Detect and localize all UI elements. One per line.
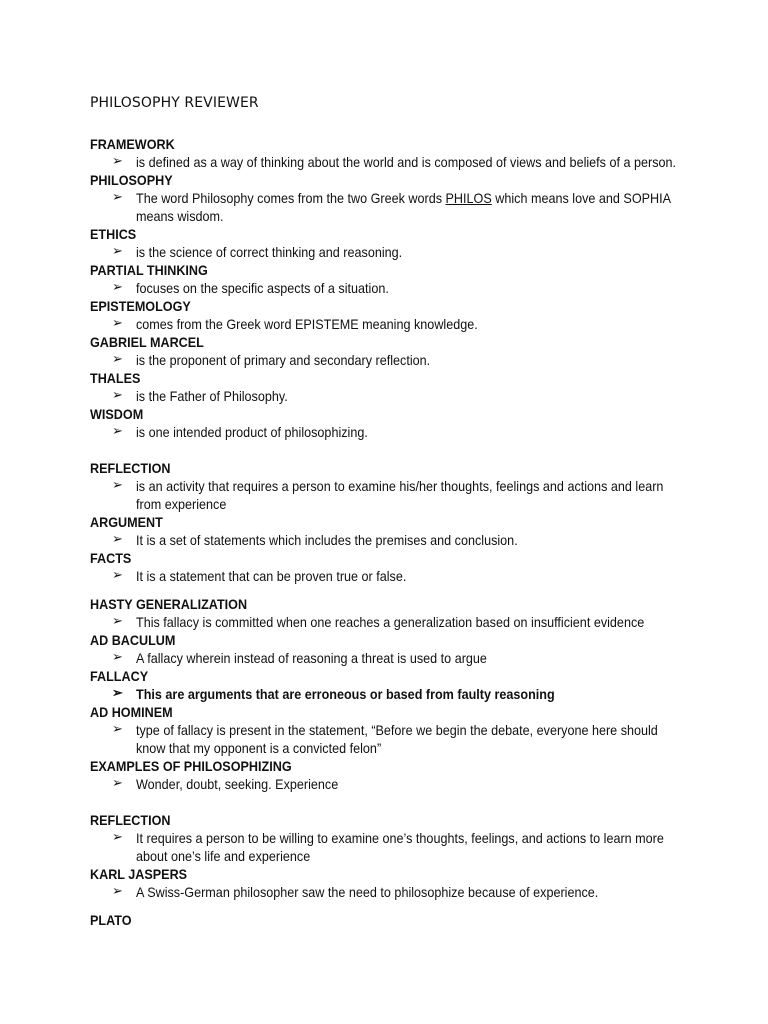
definition-philosophy-line2: means wisdom. (136, 208, 224, 224)
definition-karl-jaspers: A Swiss-German philosopher saw the need to philosophize because of experience. (136, 884, 599, 900)
definition-reflection: is an activity that requires a person to examine his/her thoughts, feelings and actions and learn (136, 478, 664, 494)
arrow-bullet-icon: ➢ (112, 721, 123, 736)
arrow-bullet-icon: ➢ (112, 649, 123, 664)
term-fallacy: FALLACY (90, 668, 149, 684)
term-reflection: REFLECTION (90, 460, 171, 476)
definition-ethics: is the science of correct thinking and reasoning. (136, 244, 403, 260)
definition-ad-baculum: A fallacy wherein instead of reasoning a threat is used to argue (136, 650, 487, 666)
arrow-bullet-icon: ➢ (112, 531, 123, 546)
arrow-bullet-icon: ➢ (112, 423, 123, 438)
term-wisdom: WISDOM (90, 406, 144, 422)
definition-reflection-2: It requires a person to be willing to examine one’s thoughts, feelings, and actions to learn more (136, 830, 664, 846)
arrow-bullet-icon: ➢ (112, 279, 123, 294)
definition-hasty-generalization: This fallacy is committed when one reaches a generalization based on insufficient evidence (136, 614, 645, 630)
definition-argument: It is a set of statements which includes the premises and conclusion. (136, 532, 518, 548)
term-facts: FACTS (90, 550, 132, 566)
arrow-bullet-icon: ➢ (112, 775, 123, 790)
underlined-word-philos: PHILOS (445, 190, 492, 206)
term-plato: PLATO (90, 912, 132, 928)
arrow-bullet-icon: ➢ (112, 567, 123, 582)
page-title: PHILOSOPHY REVIEWER (90, 95, 259, 111)
term-ad-hominem: AD HOMINEM (90, 704, 173, 720)
arrow-bullet-icon: ➢ (112, 477, 123, 492)
term-ethics: ETHICS (90, 226, 137, 242)
definition-framework: is defined as a way of thinking about the world and is composed of views and beliefs of a person. (136, 154, 677, 170)
arrow-bullet-icon: ➢ (112, 315, 123, 330)
term-partial-thinking: PARTIAL THINKING (90, 262, 208, 278)
definition-philosophy (136, 189, 672, 207)
definition-facts: It is a statement that can be proven true or false. (136, 568, 407, 584)
term-philosophy: PHILOSOPHY (90, 172, 173, 188)
term-epistemology: EPISTEMOLOGY (90, 298, 191, 314)
arrow-bullet-icon: ➢ (112, 189, 123, 204)
arrow-bullet-icon: ➢ (112, 883, 123, 898)
arrow-bullet-icon: ➢ (112, 387, 123, 402)
definition-examples-of-philosophizing: Wonder, doubt, seeking. Experience (136, 776, 339, 792)
definition-philosophy-part1: The word Philosophy comes from the two Greek words (136, 190, 446, 206)
definition-wisdom: is one intended product of philosophizing. (136, 424, 368, 440)
term-examples-of-philosophizing: EXAMPLES OF PHILOSOPHIZING (90, 758, 292, 774)
term-framework: FRAMEWORK (90, 136, 175, 152)
arrow-bullet-icon: ➢ (112, 613, 123, 628)
arrow-bullet-icon: ➢ (112, 685, 123, 700)
definition-philosophy-part2: which means love and SOPHIA (491, 190, 672, 206)
term-reflection-2: REFLECTION (90, 812, 171, 828)
definition-epistemology: comes from the Greek word EPISTEME meaning knowledge. (136, 316, 478, 332)
definition-reflection-2-line2: about one’s life and experience (136, 848, 311, 864)
term-thales: THALES (90, 370, 141, 386)
definition-ad-hominem: type of fallacy is present in the statement, “Before we begin the debate, everyone here should (136, 722, 658, 738)
definition-partial-thinking: focuses on the specific aspects of a situation. (136, 280, 389, 296)
definition-reflection-line2: from experience (136, 496, 227, 512)
term-karl-jaspers: KARL JASPERS (90, 866, 188, 882)
arrow-bullet-icon: ➢ (112, 829, 123, 844)
term-hasty-generalization: HASTY GENERALIZATION (90, 596, 248, 612)
term-gabriel-marcel: GABRIEL MARCEL (90, 334, 204, 350)
arrow-bullet-icon: ➢ (112, 243, 123, 258)
term-argument: ARGUMENT (90, 514, 163, 530)
definition-gabriel-marcel: is the proponent of primary and secondary reflection. (136, 352, 431, 368)
term-ad-baculum: AD BACULUM (90, 632, 176, 648)
definition-fallacy: This are arguments that are erroneous or based from faulty reasoning (136, 686, 555, 702)
arrow-bullet-icon: ➢ (112, 351, 123, 366)
definition-thales: is the Father of Philosophy. (136, 388, 288, 404)
definition-ad-hominem-line2: know that my opponent is a convicted felon” (136, 740, 382, 756)
arrow-bullet-icon: ➢ (112, 153, 123, 168)
